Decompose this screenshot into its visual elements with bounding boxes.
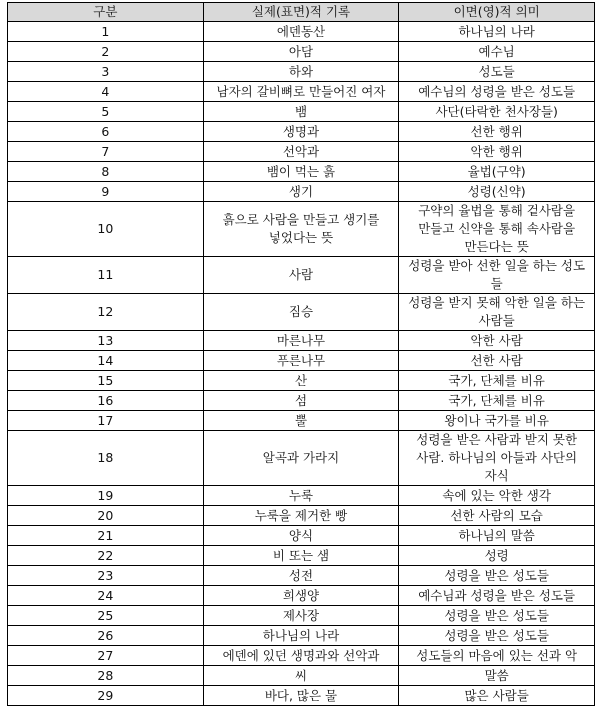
cell-surface: 마른나무 [203,331,399,351]
table-row [8,686,595,706]
cell-meaning: 사단(타락한 천사장들) [399,102,595,122]
cell-no: 22 [8,546,204,566]
table-row [8,182,595,202]
cell-no: 15 [8,371,204,391]
cell-meaning: 속에 있는 악한 생각 [399,486,595,506]
cell-no: 12 [8,294,204,331]
cell-meaning: 성령을 받지 못해 악한 일을 하는 사람들 [399,294,595,331]
table-row [8,666,595,686]
cell-no: 29 [8,686,204,706]
cell-meaning: 성령 [399,546,595,566]
table-row [8,294,595,331]
cell-no: 5 [8,102,204,122]
cell-no: 21 [8,526,204,546]
symbol-table [7,2,595,706]
cell-surface: 희생양 [203,586,399,606]
cell-meaning: 성령(신약) [399,182,595,202]
table-row [8,102,595,122]
cell-no: 23 [8,566,204,586]
cell-no: 6 [8,122,204,142]
table-row [8,42,595,62]
table-row [8,142,595,162]
cell-no: 2 [8,42,204,62]
cell-meaning: 예수님의 성령을 받은 성도들 [399,82,595,102]
cell-meaning: 악한 사람 [399,331,595,351]
cell-no: 7 [8,142,204,162]
cell-surface: 제사장 [203,606,399,626]
cell-surface: 성전 [203,566,399,586]
cell-surface: 선악과 [203,142,399,162]
cell-meaning: 성령을 받은 사람과 받지 못한 사람. 하나님의 아들과 사단의 자식 [399,431,595,486]
cell-surface: 생명과 [203,122,399,142]
cell-meaning: 율법(구약) [399,162,595,182]
cell-meaning: 성령을 받은 성도들 [399,606,595,626]
cell-meaning: 구약의 율법을 통해 겉사람을 만들고 신약을 통해 속사람을 만든다는 뜻 [399,202,595,257]
cell-meaning: 예수님 [399,42,595,62]
cell-surface: 아담 [203,42,399,62]
cell-surface: 섬 [203,391,399,411]
cell-surface: 흙으로 사람을 만들고 생기를 넣었다는 뜻 [203,202,399,257]
cell-no: 26 [8,626,204,646]
cell-meaning: 하나님의 말씀 [399,526,595,546]
cell-meaning: 국가, 단체를 비유 [399,391,595,411]
table-row [8,122,595,142]
cell-surface: 뱀이 먹는 흙 [203,162,399,182]
table-row [8,411,595,431]
cell-no: 1 [8,22,204,42]
table-wrapper [7,2,595,706]
cell-meaning: 국가, 단체를 비유 [399,371,595,391]
cell-surface: 사람 [203,257,399,294]
cell-surface: 알곡과 가라지 [203,431,399,486]
cell-no: 27 [8,646,204,666]
cell-no: 11 [8,257,204,294]
cell-no: 18 [8,431,204,486]
table-row [8,486,595,506]
table-row [8,331,595,351]
cell-no: 10 [8,202,204,257]
cell-meaning: 선한 사람 [399,351,595,371]
table-body [8,22,595,706]
cell-no: 3 [8,62,204,82]
table-row [8,526,595,546]
cell-surface: 에덴동산 [203,22,399,42]
header-surface: 실제(표면)적 기록 [203,3,399,22]
table-row [8,586,595,606]
cell-meaning: 선한 행위 [399,122,595,142]
table-row [8,22,595,42]
cell-surface: 누룩을 제거한 빵 [203,506,399,526]
cell-no: 24 [8,586,204,606]
cell-no: 19 [8,486,204,506]
cell-meaning: 하나님의 나라 [399,22,595,42]
table-row [8,162,595,182]
table-row [8,202,595,257]
table-row [8,257,595,294]
cell-surface: 뿔 [203,411,399,431]
cell-surface: 씨 [203,666,399,686]
cell-surface: 뱀 [203,102,399,122]
cell-meaning: 말씀 [399,666,595,686]
cell-surface: 푸른나무 [203,351,399,371]
table-row [8,431,595,486]
table-row [8,606,595,626]
cell-no: 28 [8,666,204,686]
cell-surface: 비 또는 샘 [203,546,399,566]
cell-surface: 누룩 [203,486,399,506]
table-row [8,546,595,566]
cell-meaning: 성령을 받은 성도들 [399,566,595,586]
table-row [8,506,595,526]
table-row [8,351,595,371]
cell-meaning: 왕이나 국가를 비유 [399,411,595,431]
table-row [8,82,595,102]
cell-surface: 남자의 갈비뼈로 만들어진 여자 [203,82,399,102]
table-row [8,62,595,82]
cell-no: 4 [8,82,204,102]
header-no: 구분 [8,3,204,22]
cell-meaning: 많은 사람들 [399,686,595,706]
cell-no: 9 [8,182,204,202]
cell-meaning: 성령을 받은 성도들 [399,626,595,646]
cell-no: 20 [8,506,204,526]
cell-no: 25 [8,606,204,626]
cell-meaning: 성도들의 마음에 있는 선과 악 [399,646,595,666]
cell-meaning: 성령을 받아 선한 일을 하는 성도들 [399,257,595,294]
cell-surface: 하와 [203,62,399,82]
table-row [8,566,595,586]
table-row [8,391,595,411]
header-row [8,3,595,22]
cell-surface: 생기 [203,182,399,202]
cell-surface: 에덴에 있던 생명과와 선악과 [203,646,399,666]
cell-no: 16 [8,391,204,411]
cell-meaning: 예수님과 성령을 받은 성도들 [399,586,595,606]
cell-no: 8 [8,162,204,182]
cell-meaning: 성도들 [399,62,595,82]
header-meaning: 이면(영)적 의미 [399,3,595,22]
cell-no: 14 [8,351,204,371]
cell-surface: 짐승 [203,294,399,331]
cell-meaning: 악한 행위 [399,142,595,162]
cell-meaning: 선한 사람의 모습 [399,506,595,526]
cell-no: 13 [8,331,204,351]
cell-surface: 산 [203,371,399,391]
table-row [8,371,595,391]
cell-surface: 양식 [203,526,399,546]
cell-surface: 바다, 많은 물 [203,686,399,706]
cell-surface: 하나님의 나라 [203,626,399,646]
table-row [8,626,595,646]
cell-no: 17 [8,411,204,431]
